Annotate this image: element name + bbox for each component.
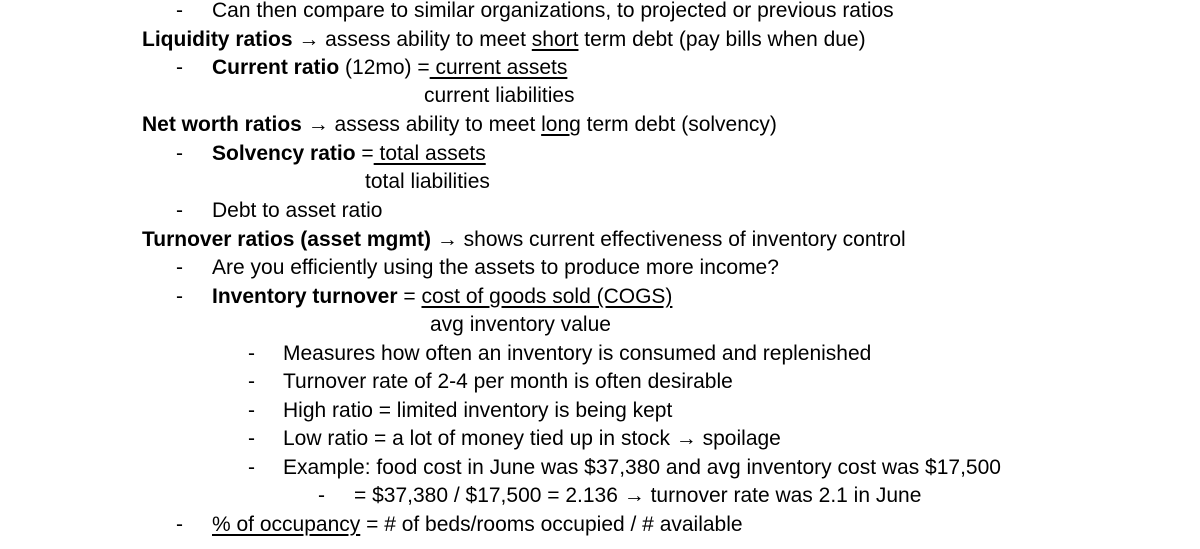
note-text: Can then compare to similar organizations, to projected or previous ratios <box>212 0 894 22</box>
note-text: (12mo) = <box>339 56 430 79</box>
underlined-term: short <box>531 28 579 51</box>
heading-label: Turnover ratios (asset mgmt) <box>142 228 432 251</box>
note-text: → assess ability to meet <box>301 113 542 136</box>
fraction-numerator: current assets <box>429 56 568 79</box>
inventory-turnover-formula <box>212 283 672 311</box>
note-line-compare <box>212 0 894 25</box>
note-text: → shows current effectiveness of inventory control <box>431 228 906 251</box>
sub-note-low-ratio <box>283 425 781 453</box>
denominator-text: current liabilities <box>424 84 575 107</box>
note-text: Low ratio = a lot of money tied up in stock → spoilage <box>283 427 781 450</box>
sub-note-turnover-rate <box>283 368 733 396</box>
underlined-term: long <box>541 113 581 136</box>
bullet-dash: - <box>176 56 183 79</box>
note-line-debt-to-asset <box>212 197 382 225</box>
bullet-dash: - <box>176 256 183 279</box>
fraction-denominator <box>424 82 575 110</box>
sub-note-high-ratio <box>283 397 672 425</box>
fraction-denominator <box>430 311 611 339</box>
sub-note-calculation <box>354 482 921 510</box>
term-label: Current ratio <box>212 56 340 79</box>
heading-turnover-ratios <box>142 226 906 254</box>
occupancy-formula <box>212 511 743 539</box>
fraction-denominator <box>365 168 490 196</box>
heading-label: Net worth ratios <box>142 113 302 136</box>
fraction-numerator: total assets <box>373 142 486 165</box>
heading-label: Liquidity ratios <box>142 28 293 51</box>
denominator-text: avg inventory value <box>430 313 611 336</box>
note-text: Debt to asset ratio <box>212 199 383 222</box>
current-ratio-formula <box>212 54 567 82</box>
bullet-dash: - <box>318 484 325 507</box>
note-text: = $37,380 / $17,500 = 2.136 → turnover rate was 2.1 in June <box>354 484 922 507</box>
note-text: = # of beds/rooms occupied / # available <box>360 513 743 536</box>
note-text: → assess ability to meet <box>292 28 532 51</box>
bullet-dash: - <box>176 285 183 308</box>
note-text: term debt (solvency) <box>580 113 777 136</box>
note-text: Example: food cost in June was $37,380 and avg inventory cost was $17,500 <box>283 456 1001 479</box>
note-line-efficiency <box>212 254 779 282</box>
bullet-dash: - <box>248 342 255 365</box>
fraction-numerator: cost of goods sold (COGS) <box>421 285 673 308</box>
bullet-dash: - <box>248 456 255 479</box>
bullet-dash: - <box>248 427 255 450</box>
note-text: Turnover rate of 2-4 per month is often desirable <box>283 370 733 393</box>
term-label: Inventory turnover <box>212 285 398 308</box>
note-text: term debt (pay bills when due) <box>578 28 866 51</box>
sub-note-example <box>283 454 1001 482</box>
heading-liquidity-ratios <box>142 26 866 54</box>
note-text: Measures how often an inventory is consumed and replenished <box>283 342 872 365</box>
bullet-dash: - <box>248 399 255 422</box>
note-text: High ratio = limited inventory is being kept <box>283 399 673 422</box>
denominator-text: total liabilities <box>365 170 490 193</box>
bullet-dash: - <box>176 0 183 22</box>
bullet-dash: - <box>176 513 183 536</box>
term-label: Solvency ratio <box>212 142 356 165</box>
note-text: = <box>397 285 422 308</box>
underlined-term: % of occupancy <box>212 513 361 536</box>
note-text: = <box>355 142 374 165</box>
sub-note-measures <box>283 340 871 368</box>
bullet-dash: - <box>176 199 183 222</box>
note-text: Are you efficiently using the assets to produce more income? <box>212 256 779 279</box>
bullet-dash: - <box>248 370 255 393</box>
solvency-ratio-formula <box>212 140 486 168</box>
heading-net-worth-ratios <box>142 111 777 139</box>
bullet-dash: - <box>176 142 183 165</box>
